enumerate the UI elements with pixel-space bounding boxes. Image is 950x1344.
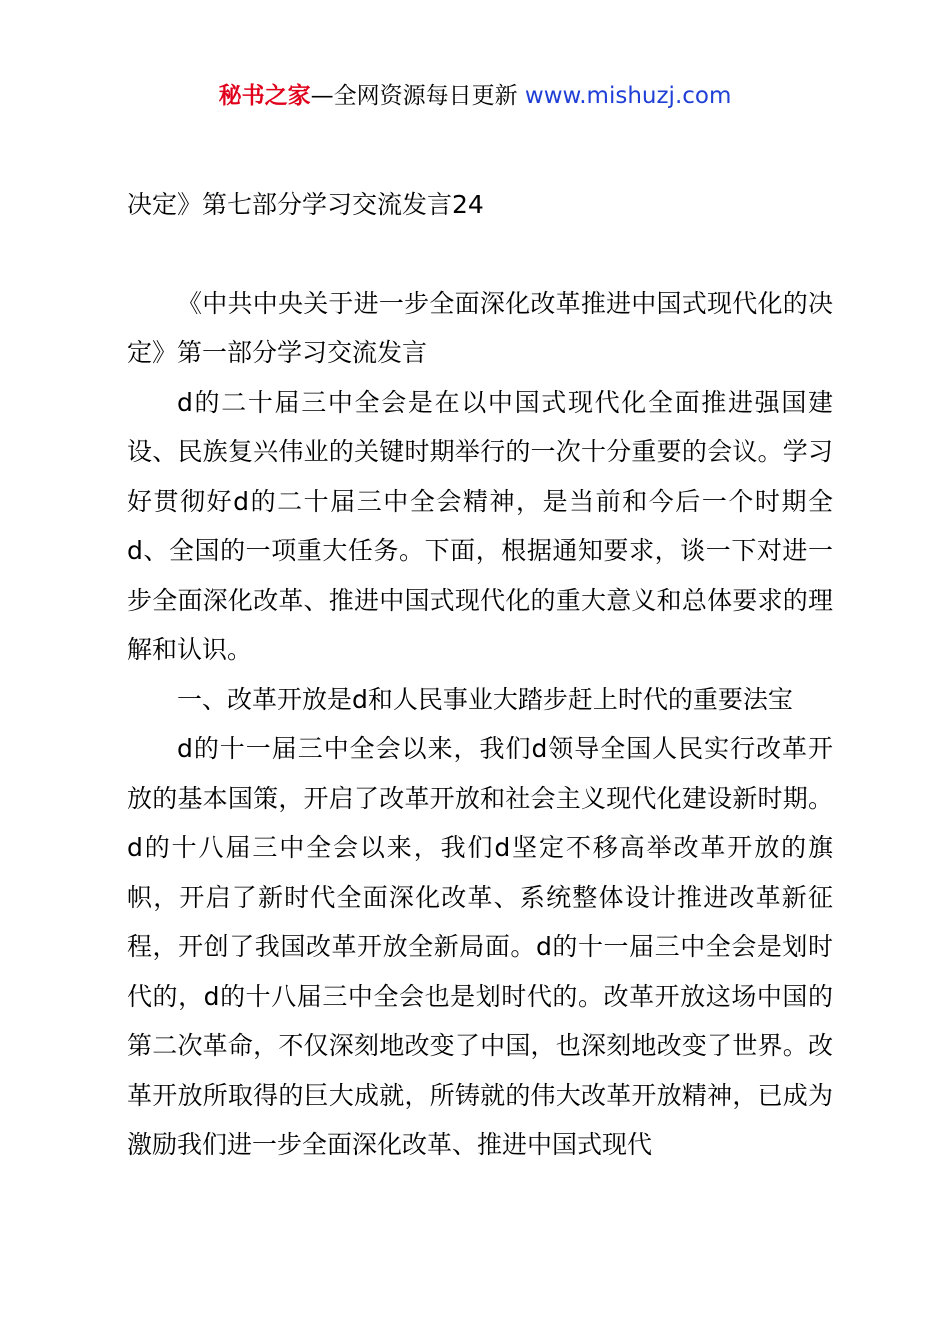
section-heading-1: 一、改革开放是d和人民事业大踏步赶上时代的重要法宝 [177, 684, 793, 714]
paragraph-intro: d的二十届三中全会是在以中国式现代化全面推进强国建设、民族复兴伟业的关键时期举行的一次十分重要的会议。学习好贯彻好d的二十届三中全会精神，是当前和今后一个时期全d、全国的一项重大任务。下面，根据通知要求，谈一下对进一步全面深化改革、推进中国式现代化的重大意义和总体要求的理解和认识。 [127, 387, 833, 664]
site-url-link[interactable]: www.mishuzj.com [524, 83, 732, 109]
paragraph-body: d的十一届三中全会以来，我们d领导全国人民实行改革开放的基本国策，开启了改革开放和社会主义现代化建设新时期。d的十八届三中全会以来，我们d坚定不移高举改革开放的旗帜，开启了新时代全面深化改革、系统整体设计推进改革新征程，开创了我国改革开放全新局面。d的十一届三中全会是划时代的，d的十八届三中全会也是划时代的。改革开放这场中国的第二次革命，不仅深刻地改变了中国，也深刻地改变了世界。改革开放所取得的巨大成就，所铸就的伟大改革开放精神，已成为激励我们进一步全面深化改革、推进中国式现代 [127, 734, 833, 1159]
document-title: 《中共中央关于进一步全面深化改革推进中国式现代化的决定》第一部分学习交流发言 [127, 288, 833, 367]
document-body [127, 180, 833, 1170]
header-tagline: —全网资源每日更新 [310, 83, 525, 109]
brand-name: 秘书之家 [218, 83, 311, 109]
fragment-title: 决定》第七部分学习交流发言24 [127, 190, 484, 219]
page-header [0, 80, 950, 112]
